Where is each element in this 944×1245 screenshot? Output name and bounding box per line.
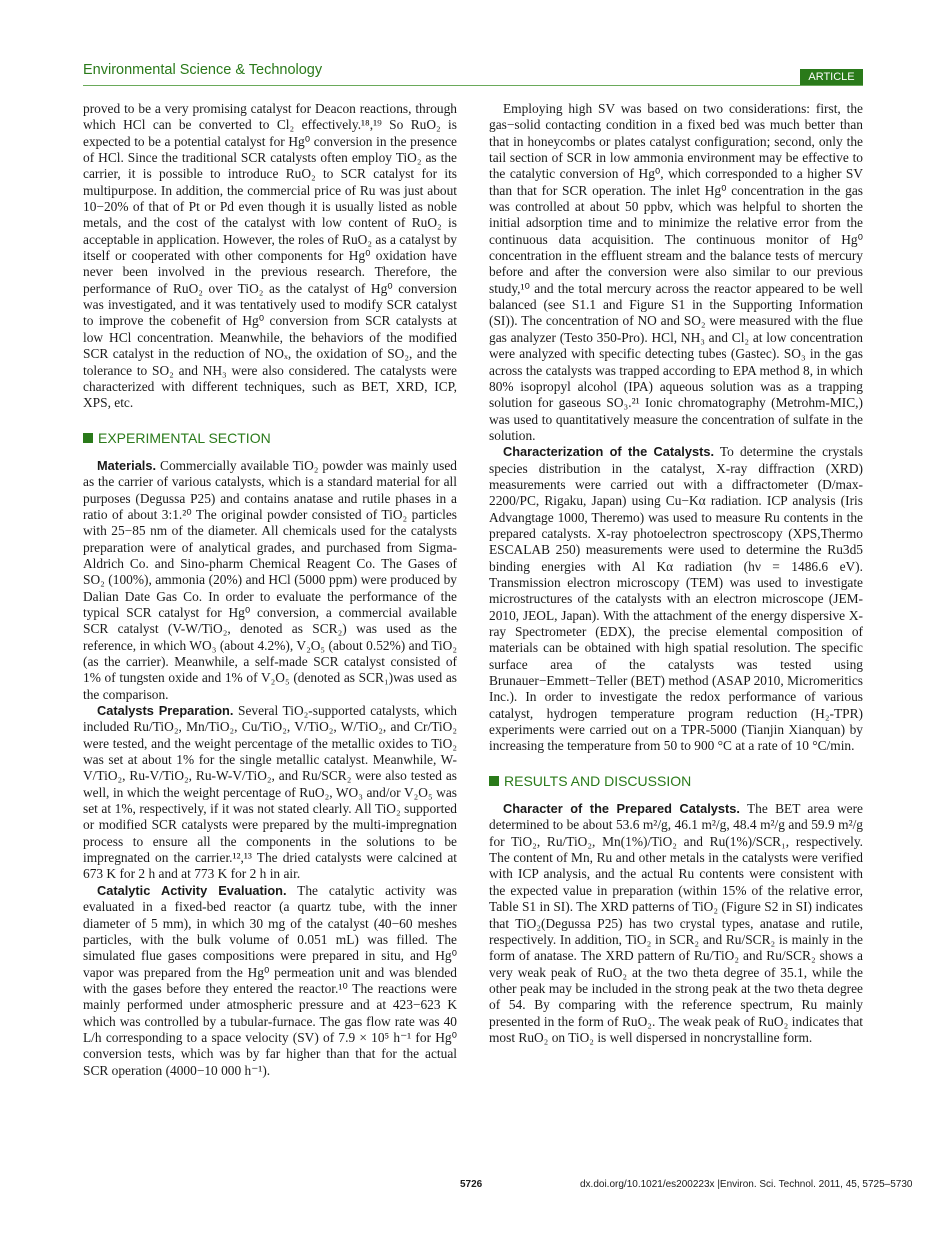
right-column xyxy=(489,101,863,1046)
materials-paragraph: Materials. Commercially available TiO₂ powder was mainly used as the carrier of various catalysts, which is a standard material for all purposes (Degussa P25) and contains anatase and rutile phases in a ratio of about 3:1.²⁰ The original powder consisted of TiO₂ particles with 25−85 nm of the diameter. All chemicals used for the catalysts preparation were of analytical grades, and purchased from Sigma-Aldrich Co. and Sino-pharm Chemical Reagent Co. The Gases of SO₂ (100%), ammonia (20%) and HCl (5000 ppm) were produced by Dalian Date Gas Co. In order to evaluate the performance of the typical SCR catalyst for Hg⁰ conversion, a commercial available SCR catalyst (V-W/TiO₂, denoted as SCR₂) was used as the reference, in which WO₃ (about 4.2%), V₂O₅ (about 0.52%) and TiO₂ (as the carrier). Meanwhile, a self-made SCR catalyst consisted of 1% of tungsten oxide and 1% of V₂O₅ (denoted as SCR₁)was used as the comparison. xyxy=(83,457,457,702)
runin-heading: Materials. xyxy=(97,457,157,473)
runin-heading: Catalytic Activity Evaluation. xyxy=(97,882,287,898)
characterization-paragraph: Characterization of the Catalysts. To determine the crystals species distribution in the catalyst, X-ray diffraction (XRD) measurements were carried out with a diffractometer (D/max-2200/PC, Rigaku, Japan) using Cu−Kα radiation. ICP analysis (Iris Advangtage 1000, Theremo) was used to measure Ru contents in the prepared catalysts. X-ray photoelectron spectroscopy (XPS,Thermo ESCALAB 250) measurements were used to determine the Ru3d5 binding energies with Al Kα radiation (hν = 1486.6 eV). Transmission electron microscopy (TEM) was used to investigate microstructures of the catalysts with an electron microscope (JEM-2010, JEOL, Japan). With the attachment of the energy dispersive X-ray Spectrometer (EDX), the precise elemental composition of materials can be obtained with high spatial resolution. The specific surface area of the catalysts was tested using Brunauer−Emmett−Teller (BET) method (ASAP 2010, Micromeritics Inc.). In order to investigate the redox performance of various catalyst, hydrogen temperature program reduction (H₂-TPR) experiments were carried out on a TPR-5000 (Tianjin Xianquan) by increasing the temperature from 50 to 900 °C at a rate of 10 °C/min. xyxy=(489,444,863,754)
citation-footer: dx.doi.org/10.1021/es200223x |Environ. Sci. Technol. 2011, 45, 5725–5730 xyxy=(580,1179,913,1190)
runin-heading: Characterization of the Catalysts. xyxy=(503,444,714,460)
section-square-icon xyxy=(489,776,499,786)
header-divider xyxy=(83,85,863,86)
section-heading-experimental: EXPERIMENTAL SECTION xyxy=(83,430,457,446)
section-square-icon xyxy=(83,433,93,443)
page-number: 5726 xyxy=(460,1179,483,1190)
preparation-paragraph: Catalysts Preparation. Several TiO₂-supported catalysts, which included Ru/TiO₂, Mn/TiO₂, Cu/TiO₂, V/TiO₂, W/TiO₂, and Cr/TiO₂ were tested, and the weight percentage of the metallic oxides to TiO₂ was set at about 1% for the single metallic catalyst. Meanwhile, W-V/TiO₂, Ru-V/TiO₂, Ru-W-V/TiO₂, and Ru/SCR₂ were also tested as well, in which the weight percentage of RuO₂, WO₃ and/or V₂O₅ was set at 1%, respectively, if it was not stated clearly. All TiO₂ supported or modified SCR catalysts were prepared by the multi-impregnation process to ensure all the components in the solutions to be impregnated on the carrier.¹²,¹³ The dried catalysts were calcined at 673 K for 2 h and at 773 K for 2 h in air. xyxy=(83,703,457,882)
journal-title: Environmental Science & Technology xyxy=(83,62,323,78)
results-paragraph: Character of the Prepared Catalysts. The BET area were determined to be about 53.6 m²/g, 46.1 m²/g, 48.4 m²/g and 59.9 m²/g for TiO₂, Ru/TiO₂, Mn(1%)/TiO₂ and Ru(1%)/SCR₁, respectively. The content of Mn, Ru and other metals in the catalysts were verified with ICP analysis, and the actual Ru contents were consistent with the expected value in preparation (within 15% of the relative error, Table S1 in SI). The XRD patterns of TiO₂ (Figure S2 in SI) indicates that TiO₂(Degussa P25) has two crystal types, anatase and rutile, respectively. In addition, TiO₂ in SCR₂ and Ru/SCR₂ is mainly in the form of anatase. The XRD pattern of Ru/TiO₂ and Ru/SCR₂ shows a very weak peak of RuO₂ at the two theta degree of 35.1, while the other peak may be included in the strong peak at the two theta degree of 54. By comparing with the reference spectrum, Ru mainly presented in the form of RuO₂. The weak peak of RuO₂ indicates that most RuO₂ on TiO₂ is well dispersed in noncrystalline form. xyxy=(489,801,864,1045)
section-heading-results: RESULTS AND DISCUSSION xyxy=(489,773,863,789)
left-column xyxy=(83,101,457,1079)
runin-heading: Character of the Prepared Catalysts. xyxy=(503,801,740,817)
sv-paragraph: Employing high SV was based on two considerations: first, the gas−solid contacting condition in a fixed bed was much better than that in honeycombs or plates catalyst configuration; second, only the tail section of SCR in low ammonia environment may be effective to the catalytic conversion of Hg⁰, which corresponded to a higher SV than that for SCR operation. The inlet Hg⁰ concentration in the gas was controlled at about 50 ppbv, which was helpful to shorten the initial adsorption time and to minimize the relative error from the continuous data acquisition. The continuous monitor of Hg⁰ concentration in the effluent stream and the balance tests of mercury before and after the conversion were also similar to our previous study,¹⁰ and the total mercury across the reactor appeared to be well balanced (see S1.1 and Figure S1 in the Supporting Information (SI)). The concentration of NO and SO₂ were measured with the flue gas analyzer (Testo 350-Pro). HCl, NH₃ and Cl₂ at low concentration were analyzed with specific detecting tubes (Gastec). SO₃ in the gas across the catalysts was trapped according to EPA method 8, in which 80% isopropyl alcohol (IPA) aqueous solution was as a trapping solution for gaseous SO₃.²¹ Ionic chromatography (Metrohm-MIC,) was used to quantitatively measure the concentration of sulfate in the solution. xyxy=(489,101,863,443)
runin-heading: Catalysts Preparation. xyxy=(97,703,234,719)
intro-paragraph: proved to be a very promising catalyst for Deacon reactions, through which HCl can be converted to Cl₂ effectively.¹⁸,¹⁹ So RuO₂ is expected to be a potential catalyst for Hg⁰ conversion in the presence of HCl. Since the traditional SCR catalysts often employ TiO₂ as the carrier, it is possible to introduce RuO₂ to SCR catalyst for its multipurpose. In addition, the commercial price of Ru was just about 10−20% of that of Pt or Pd even though it is usually listed as noble metals, and the cost of the catalyst with low content of RuO₂ is acceptable in application. However, the roles of RuO₂ as a catalyst by itself or cooperated with other components for Hg⁰ oxidation have never been involved in the previous research. Therefore, the performance of RuO₂ over TiO₂ as the catalyst of Hg⁰ conversion was investigated, and it was tentatively used to modify SCR catalyst to improve the cobenefit of Hg⁰ conversion from SCR catalysts at low HCl concentration. Meanwhile, the behaviors of the modified SCR catalyst in the reduction of NOₓ, the oxidation of SO₂, and the tolerance to SO₂ and NH₃ were also considered. The catalysts were characterized with different techniques, such as BET, XRD, ICP, XPS, etc. xyxy=(83,101,457,411)
evaluation-paragraph: Catalytic Activity Evaluation. The catalytic activity was evaluated in a fixed-bed reactor (a quartz tube, with the inner diameter of 5 mm), in which 30 mg of the catalyst (40−60 meshes particles, with the bulk volume of 0.051 mL) was filled. The simulated flue gases compositions were prepared in situ, and Hg⁰ vapor was prepared from the Hg⁰ permeation unit and was blended with the gases before they entered the reactor.¹⁰ The reactions were mainly performed under atmospheric pressure and at 423−623 K which was controlled by a tubular-furnace. The gas flow rate was 40 L/h corresponding to a space velocity (SV) of 7.9 × 10⁵ h⁻¹ for Hg⁰ conversion tests, which was by far higher than that for the actual SCR operation (4000−10 000 h⁻¹). xyxy=(83,882,457,1078)
article-badge: ARTICLE xyxy=(800,69,863,86)
